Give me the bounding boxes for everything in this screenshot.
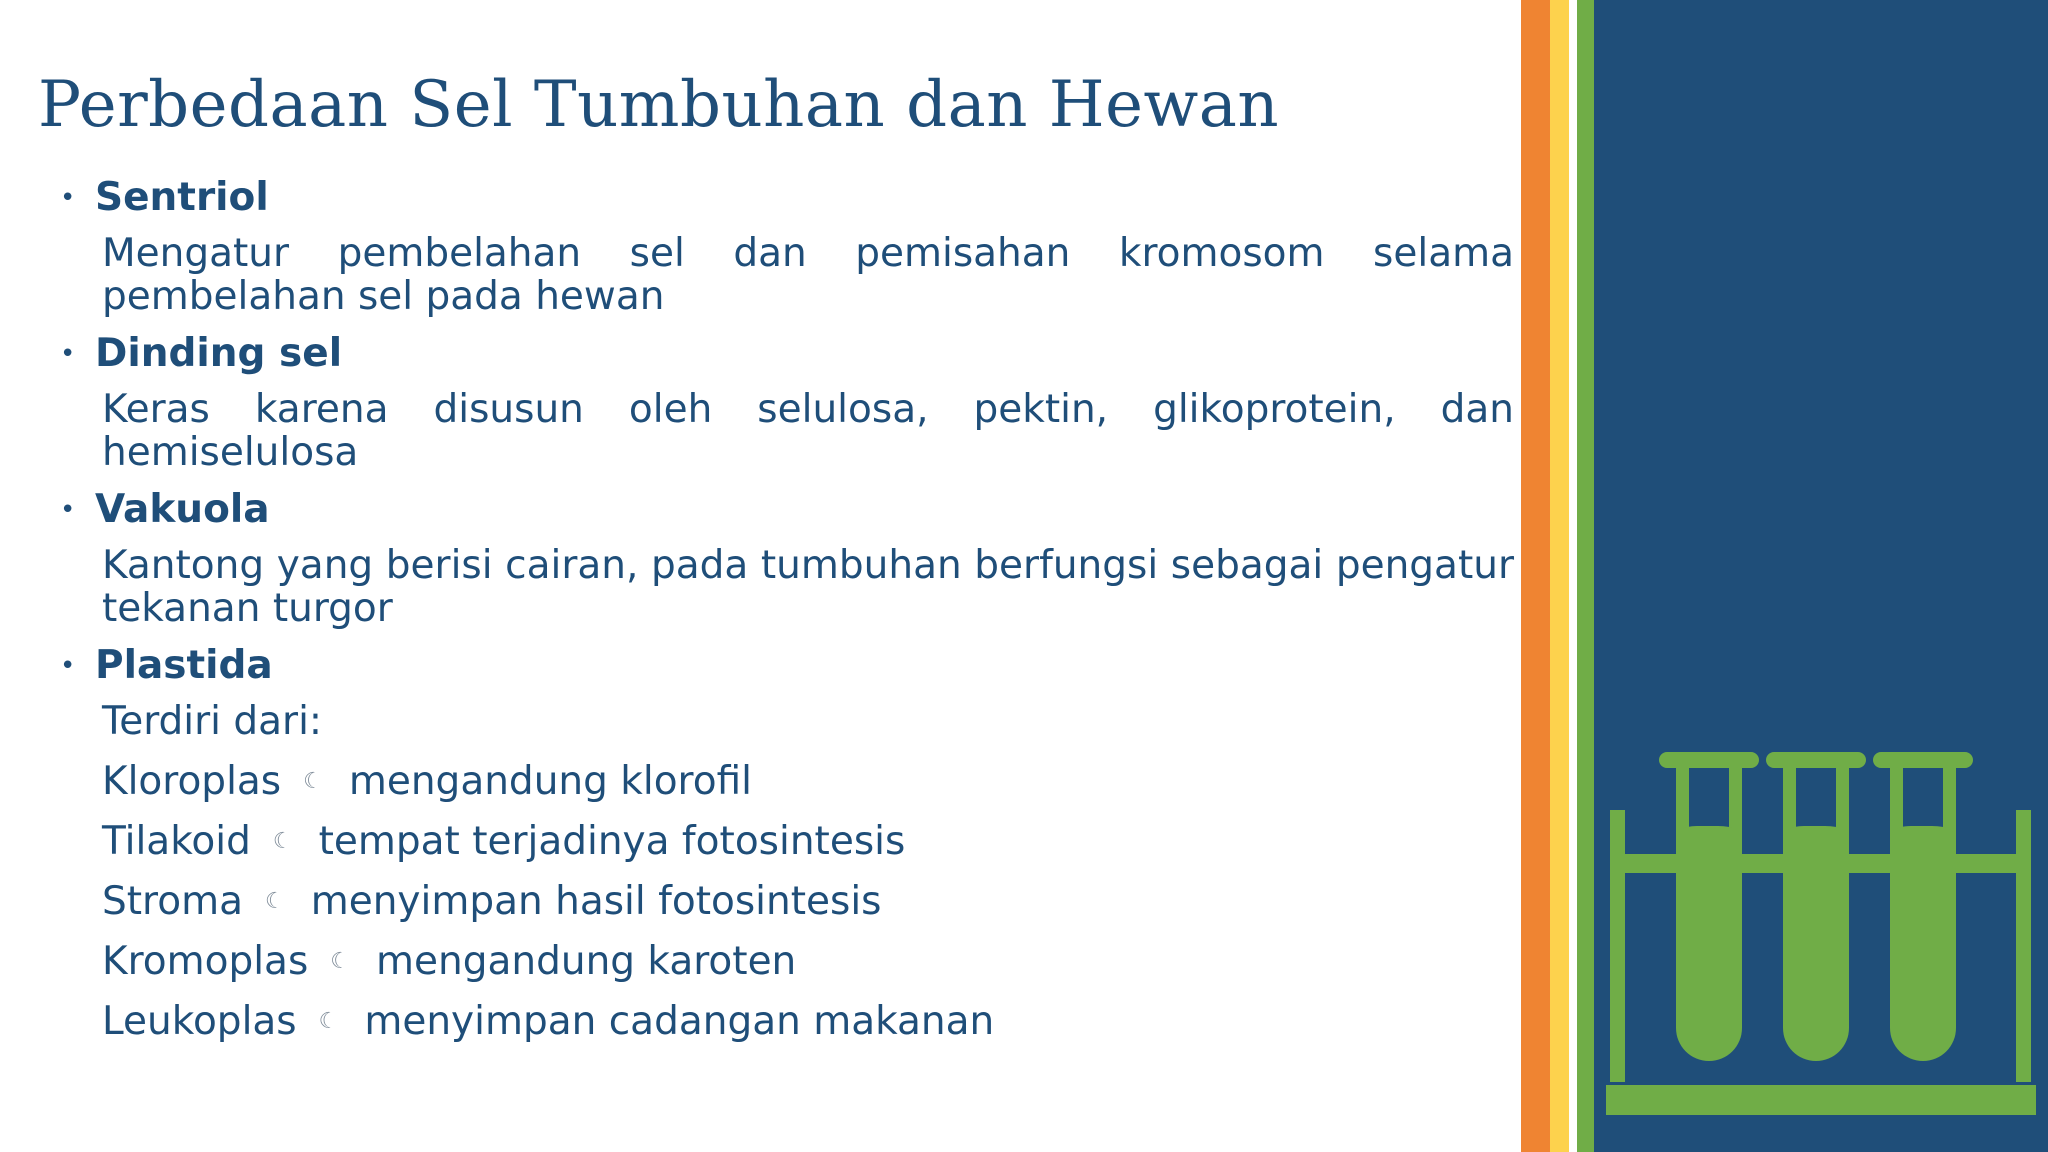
plastida-term: Stroma [102, 879, 243, 924]
plastida-term: Tilakoid [102, 819, 251, 864]
bullet-description: Keras karena disusun oleh selulosa, pektin, glikoprotein, dan hemiselulosa [102, 387, 1514, 475]
plastida-term: Kromoplas [102, 939, 309, 984]
arrow-icon: ☾ [272, 829, 293, 854]
white-stripe [1569, 0, 1577, 1152]
bullet-dot: • [60, 339, 76, 369]
bullet-dot: • [60, 495, 76, 525]
bullet-heading: Plastida [95, 643, 273, 688]
bullet-description: Kantong yang berisi cairan, pada tumbuhan berfungsi sebagai pengatur tekanan turgor [102, 543, 1514, 631]
bullet-heading: Sentriol [95, 175, 269, 220]
bullet-dot: • [60, 651, 76, 681]
plastida-desc: mengandung karoten [376, 939, 797, 984]
bullet-heading: Dinding sel [95, 331, 343, 376]
plastida-desc: mengandung klorofil [348, 759, 752, 804]
plastida-item [58, 752, 1514, 812]
plastida-item [58, 812, 1514, 872]
test-tube-rack-icon [1594, 740, 2048, 1120]
green-stripe [1577, 0, 1594, 1152]
arrow-icon: ☾ [264, 889, 285, 914]
yellow-stripe [1550, 0, 1569, 1152]
bullet-description: Mengatur pembelahan sel dan pemisahan kromosom selama pembelahan sel pada hewan [102, 231, 1514, 319]
bullet-sentriol [58, 172, 1514, 224]
plastida-desc: menyimpan hasil fotosintesis [310, 879, 882, 924]
plastida-item [58, 992, 1514, 1052]
orange-stripe [1521, 0, 1550, 1152]
arrow-icon: ☾ [330, 949, 351, 974]
bullet-plastida [58, 640, 1514, 692]
slide-title: Perbedaan Sel Tumbuhan dan Hewan [38, 68, 1280, 142]
arrow-icon: ☾ [303, 769, 323, 794]
plastida-desc: tempat terjadinya fotosintesis [318, 819, 906, 864]
plastida-term: Kloroplas [102, 759, 282, 804]
bullet-heading: Vakuola [95, 487, 270, 532]
bullet-dot: • [60, 183, 76, 213]
bullet-dinding-sel [58, 328, 1514, 380]
bullet-vakuola [58, 484, 1514, 536]
plastida-item [58, 872, 1514, 932]
slide-content [58, 172, 1514, 1052]
arrow-icon: ☾ [318, 1009, 339, 1034]
plastida-term: Leukoplas [102, 999, 297, 1044]
plastida-intro: Terdiri dari: [102, 699, 323, 744]
plastida-desc: menyimpan cadangan makanan [364, 999, 995, 1044]
plastida-item [58, 932, 1514, 992]
